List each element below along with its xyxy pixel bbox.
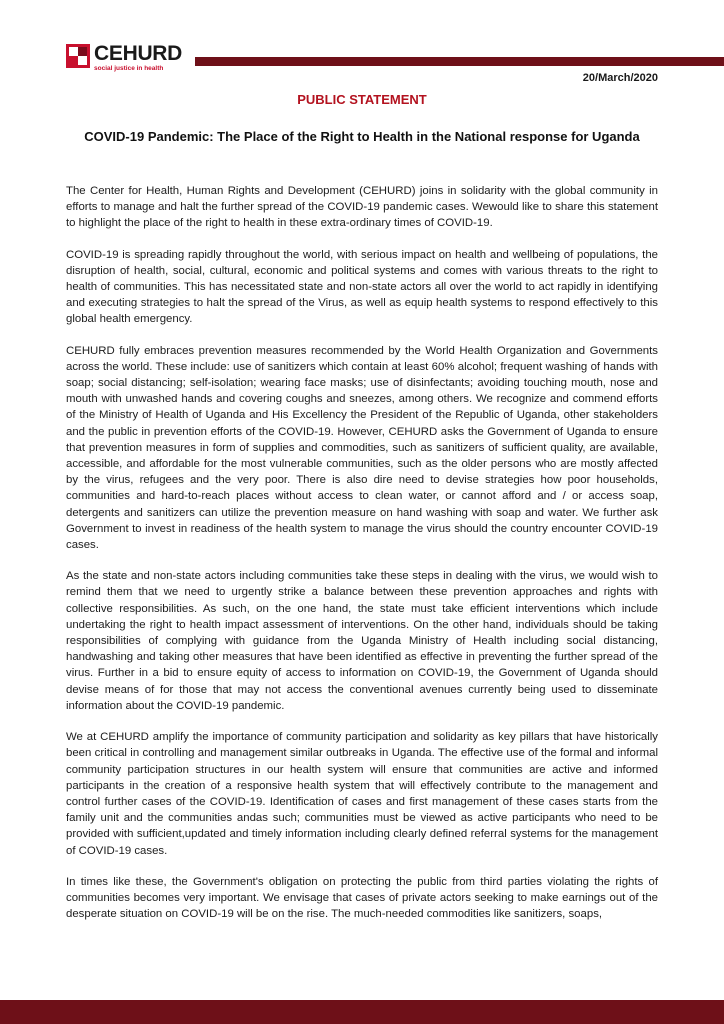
cehurd-logo-icon [66,44,90,68]
paragraph: COVID-19 is spreading rapidly throughout the world, with serious impact on health and wellbeing of populations, the disruption of health, social, cultural, economic and political systems and comes with various threats to the right to health of communities. This has necessitated state and non-state actors all over the world to act rapidly in identifying and executing strategies to halt the spread of the Virus, as well as equip health systems to respond effectively to this global health emergency. [66,248,658,326]
logo-tagline: social justice in health [94,65,164,72]
page-heading: PUBLIC STATEMENT [297,92,427,107]
statement-date: 20/March/2020 [582,72,658,84]
paragraph: The Center for Health, Human Rights and Development (CEHURD) joins in solidarity with the global community in efforts to manage and halt the further spread of the COVID-19 pandemic cases. Wewould like to share this statement to highlight the place of the right to health in these extra-ordinary times of COVID-19. [66,185,658,230]
paragraph: As the state and non-state actors including communities take these steps in dealing with the virus, we would wish to remind them that we need to urgently strike a balance between these prevention approaches and rights with collective responsibilities. As such, on the one hand, the state must take efficient interventions which include undertaking the right to health impact assessment of interventions. On the other hand, individuals should be taking responsibilities of complying with guidance from the Uganda Ministry of Health including social distancing, handwashing and taking other measures that have been identified as effective in preventing the further spread of the virus. Further in a bid to ensure equity of access to information on COVID-19, the Government of Uganda should devise means of for those that may not access the conventional avenues currently being used to disseminate information about the COVID-19 pandemic. [66,570,658,712]
document-body [66,183,658,937]
paragraph: We at CEHURD amplify the importance of community participation and solidarity as key pillars that have historically been critical in controlling and management similar outbreaks in Uganda. The effective use of the formal and informal community participation structures in our health system will ensure that communities are active and informed participants in the creation of a responsive health system that will effectively contribute to the management and control further cases of the COVID-19. Identification of cases and first management of these cases starts from the family unit and the communities andas such; communities must be viewed as active participants who need to be provided with sufficient,updated and timely information including clearly defined referral systems for the management of COVID-19 cases. [66,731,658,857]
paragraph: CEHURD fully embraces prevention measures recommended by the World Health Organization and Governments across the world. These include: use of sanitizers which contain at least 60% alcohol; frequent washing of hands with soap; social distancing; self-isolation; wearing face masks; use of disinfectants; avoiding touching mouth, nose and mouth with unwashed hands and covering coughs and sneezes, among others. We recognize and commend efforts of the Ministry of Health of Uganda and His Excellency the President of the Republic of Uganda, other stakeholders and the public in prevention efforts of the COVID-19. However, CEHURD asks the Government of Uganda to ensure that prevention measures in form of supplies and commodities, such as sanitizers of sufficient quality, are available, accessible, and affordable for the most vulnerable communities, such as the older persons who are mostly affected by the virus, refugees and the very poor. There is also dire need to devise strategies how poor households, communities and hard-to-reach places without access to clean water, or cannot afford and / or access soap, detergents and sanitizers can utilize the prevention measure on hand washing with soap and water. We further ask Government to invest in readiness of the health system to manage the virus should the country encounter COVID-19 cases. [66,344,658,552]
logo-name: CEHURD [94,42,183,65]
header-bar [195,57,724,66]
footer-bar [0,1000,724,1024]
paragraph: In times like these, the Government's obligation on protecting the public from third parties violating the rights of communities becomes very important. We envisage that cases of private actors seeking to make earnings out of the desperate situation on COVID-19 will be on the rise. The much-needed commodities like sanitizers, soaps, [66,875,658,921]
document-title: COVID-19 Pandemic: The Place of the Right to Health in the National response for Uganda [84,129,640,144]
cehurd-logo [66,44,191,74]
